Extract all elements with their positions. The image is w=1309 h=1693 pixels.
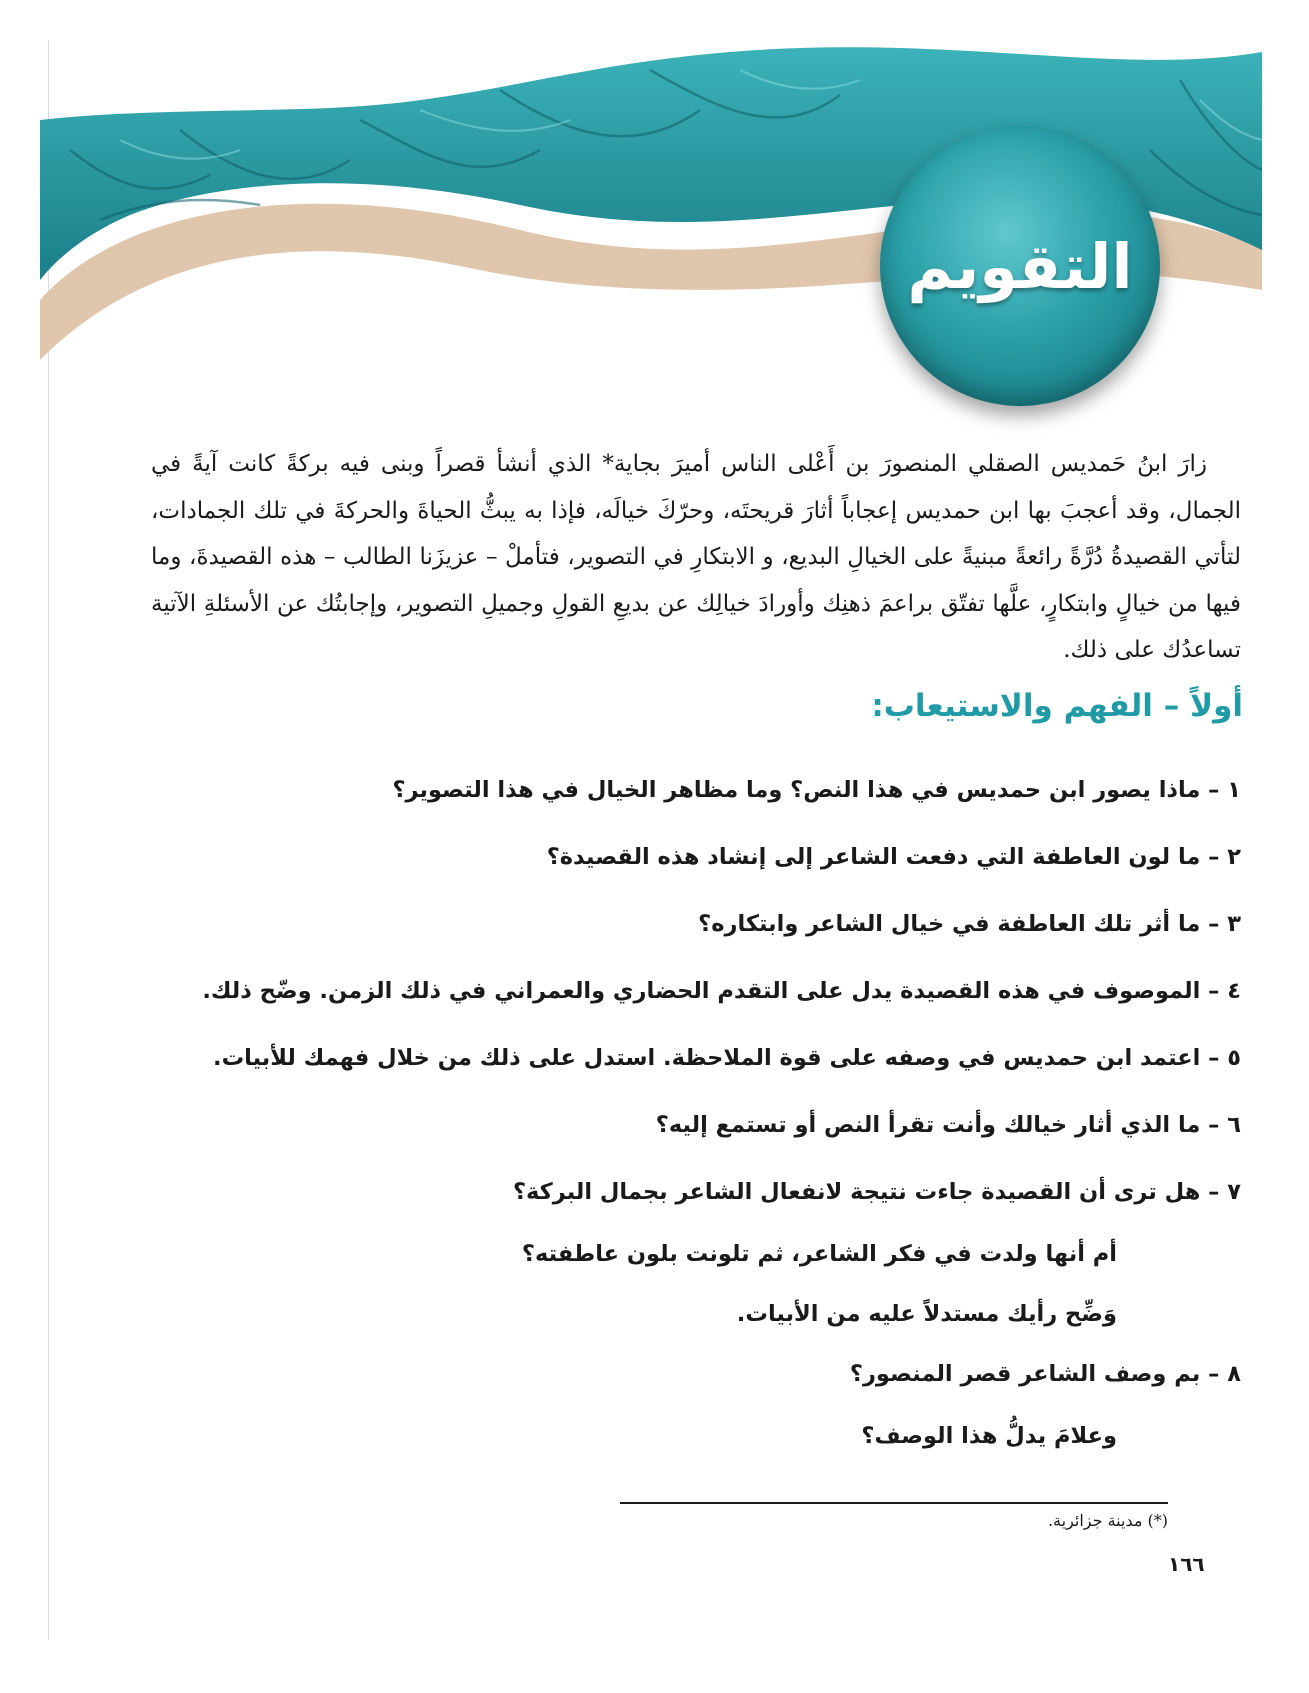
- question-list: [141, 770, 1241, 1476]
- page-title: التقويم: [907, 229, 1133, 303]
- title-badge: [880, 126, 1160, 406]
- intro-paragraph: زارَ ابنُ حَمديس الصقلي المنصورَ بن أَعْلى الناس أميرَ بجاية* الذي أنشأ قصراً وبنى فيه بركةً كانت آيةً في الجمال، وقد أعجبَ بها ابن حمديس إعجاباً أثارَ قريحتَه، وحرّكَ خيالَه، فإذا به يبثُّ الحياةَ والحركةَ في تلك الجمادات، لتأتي القصيدةُ دُرَّةً رائعةً مبنيةً على الخيالِ البديع، و الابتكارِ في التصوير، فتأملْ – عزيزَنا الطالب – هذه القصيدةَ، وما فيها من خيالٍ وابتكارٍ، علَّها تفتّق براعمَ ذهنِك وأورادَ خيالِك عن بديعِ القولِ وجميلِ التصوير، وإجابتُك عن الأسئلةِ الآتية تساعدُك على ذلك.: [151, 451, 1241, 663]
- question-8-part-2: وعلامَ يدلُّ هذا الوصف؟: [861, 1423, 1117, 1449]
- footnote-divider: [620, 1502, 1168, 1504]
- question-1: ١ – ماذا يصور ابن حمديس في هذا النص؟ وما مظاهر الخيال في هذا التصوير؟: [392, 777, 1241, 803]
- question-4: ٤ – الموصوف في هذه القصيدة يدل على التقدم الحضاري والعمراني في ذلك الزمن. وضّح ذلك.: [202, 978, 1241, 1004]
- question-5: ٥ – اعتمد ابن حمديس في وصفه على قوة الملاحظة. استدل على ذلك من خلال فهمك للأبيات.: [213, 1045, 1241, 1071]
- question-7-part-2: أم أنها ولدت في فكر الشاعر، ثم تلونت بلون عاطفته؟: [521, 1241, 1117, 1267]
- question-3: ٣ – ما أثر تلك العاطفة في خيال الشاعر وابتكاره؟: [698, 911, 1241, 937]
- question-8: ٨ – بم وصف الشاعر قصر المنصور؟: [849, 1361, 1241, 1387]
- question-6: ٦ – ما الذي أثار خيالك وأنت تقرأ النص أو تستمع إليه؟: [655, 1112, 1241, 1138]
- question-7-part-3: وَضِّح رأيك مستدلاً عليه من الأبيات.: [736, 1301, 1117, 1327]
- page-number: ١٦٦: [1168, 1552, 1205, 1576]
- section-heading: أولاً – الفهم والاستيعاب:: [871, 688, 1243, 724]
- question-7: ٧ – هل ترى أن القصيدة جاءت نتيجة لانفعال الشاعر بجمال البركة؟: [512, 1179, 1241, 1205]
- footnote: (*) مدينة جزائرية.: [1047, 1511, 1168, 1530]
- question-2: ٢ – ما لون العاطفة التي دفعت الشاعر إلى إنشاد هذه القصيدة؟: [546, 844, 1241, 870]
